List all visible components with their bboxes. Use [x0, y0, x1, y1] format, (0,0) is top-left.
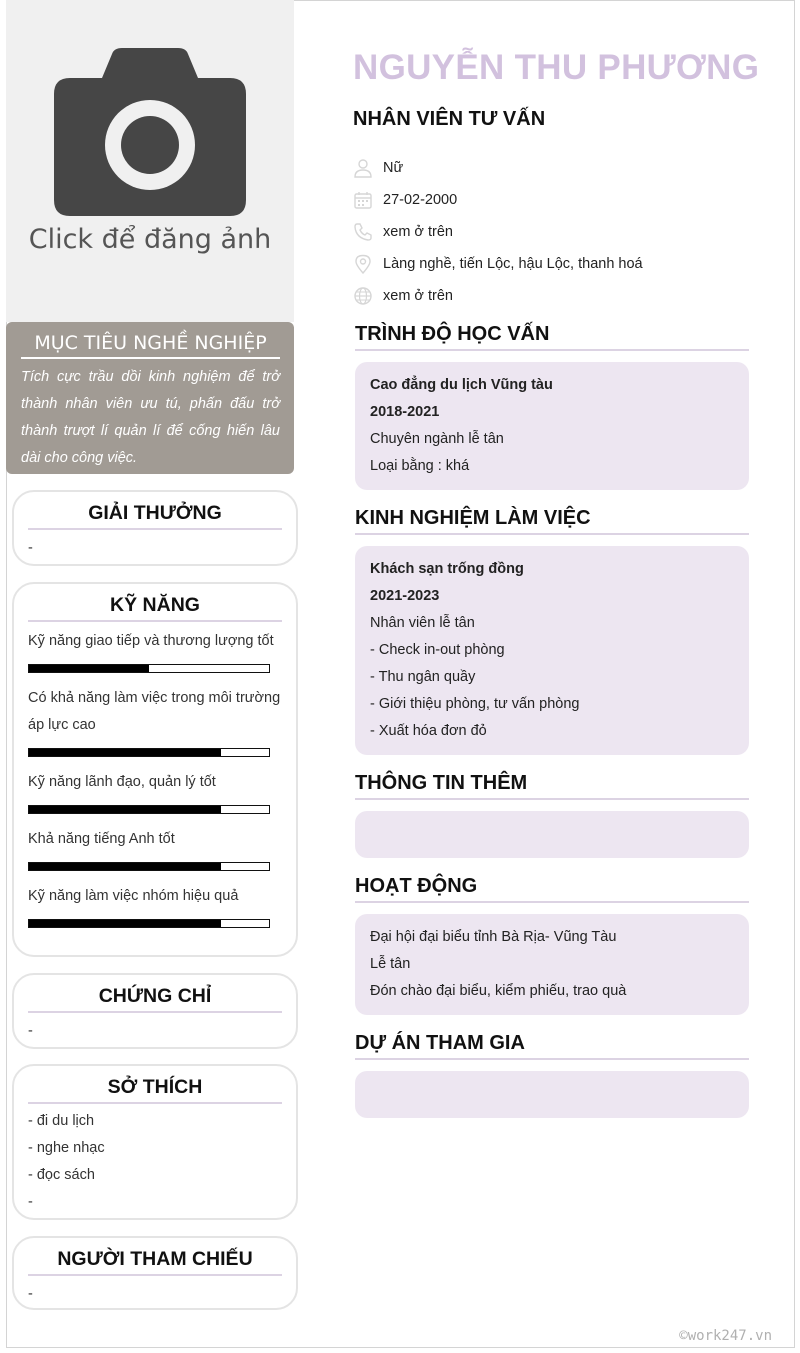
- hobbies-title: SỞ THÍCH: [28, 1076, 282, 1104]
- skill-bar-fill: [29, 806, 221, 813]
- experience-company: Khách sạn trống đồng: [370, 561, 524, 577]
- awards-title: GIẢI THƯỞNG: [28, 502, 282, 530]
- info-phone: [353, 221, 453, 243]
- birthday-text: 27-02-2000: [383, 192, 458, 208]
- certificates-title: CHỨNG CHỈ: [28, 985, 282, 1013]
- avatar-upload[interactable]: [6, 0, 294, 322]
- experience-line: - Xuất hóa đơn đỏ: [370, 723, 487, 739]
- camera-icon: [54, 48, 246, 216]
- skill-bar-fill: [29, 863, 221, 870]
- education-school: Cao đẳng du lịch Vũng tàu: [370, 377, 553, 393]
- education-title: TRÌNH ĐỘ HỌC VẤN: [355, 323, 749, 351]
- references-text: -: [28, 1286, 33, 1302]
- activity-line: Đại hội đại biểu tỉnh Bà Rịa- Vũng Tàu: [370, 929, 617, 945]
- website-text: xem ở trên: [383, 288, 453, 304]
- activities-box: [355, 914, 749, 1015]
- skill-label: Kỹ năng lãnh đạo, quản lý tốt: [28, 774, 216, 790]
- phone-icon: [353, 222, 373, 242]
- skill-bar: [28, 805, 270, 814]
- location-pin-icon: [353, 254, 373, 274]
- info-gender: [353, 157, 403, 179]
- hobby-item: - nghe nhạc: [28, 1140, 105, 1156]
- additional-info-title: THÔNG TIN THÊM: [355, 772, 749, 800]
- skill-bar: [28, 919, 270, 928]
- info-birthday: [353, 189, 457, 211]
- projects-title: DỰ ÁN THAM GIA: [355, 1032, 749, 1060]
- career-objective-text: Tích cực trầu dồi kinh nghiệm để trở thành nhân viên ưu tú, phấn đấu trở thành trượt lí quản lí để cống hiến lâu dài cho công việc.: [21, 369, 280, 466]
- education-line: Loại bằng : khá: [370, 458, 470, 474]
- calendar-icon: [353, 190, 373, 210]
- skill-label: Kỹ năng giao tiếp và thương lượng tốt: [28, 633, 274, 649]
- skill-bar-fill: [29, 665, 149, 672]
- address-text: Làng nghề, tiến Lộc, hậu Lộc, thanh hoá: [383, 256, 643, 272]
- skill-bar: [28, 664, 270, 673]
- footer-watermark: ©work247.vn: [679, 1328, 772, 1344]
- activities-title: HOẠT ĐỘNG: [355, 875, 749, 903]
- gender-text: Nữ: [383, 160, 404, 176]
- hobbies-section: [12, 1064, 298, 1220]
- certificates-section: [12, 973, 298, 1049]
- skill-bar-fill: [29, 920, 221, 927]
- hobby-item: - đọc sách: [28, 1167, 95, 1183]
- skill-bar-fill: [29, 749, 221, 756]
- candidate-position: NHÂN VIÊN TƯ VẤN: [353, 108, 546, 130]
- experience-period: 2021-2023: [370, 588, 440, 604]
- skill-bar: [28, 862, 270, 871]
- skill-label: Có khả năng làm việc trong môi trường áp lực cao: [28, 690, 281, 733]
- skill-bar: [28, 748, 270, 757]
- skills-title: KỸ NĂNG: [28, 594, 282, 622]
- activity-line: Đón chào đại biểu, kiểm phiếu, trao quà: [370, 983, 627, 999]
- experience-box: [355, 546, 749, 755]
- experience-line: - Giới thiệu phòng, tư vấn phòng: [370, 696, 580, 712]
- references-section: [12, 1236, 298, 1310]
- skills-list: [28, 628, 282, 928]
- education-period: 2018-2021: [370, 404, 440, 420]
- additional-info-box: [355, 811, 749, 858]
- skills-section: [12, 582, 298, 957]
- hobby-item: -: [28, 1194, 33, 1210]
- references-title: NGƯỜI THAM CHIẾU: [28, 1248, 282, 1276]
- phone-text: xem ở trên: [383, 224, 453, 240]
- awards-text: -: [28, 540, 33, 556]
- career-objective-section: [6, 322, 294, 474]
- activity-line: Lễ tân: [370, 956, 411, 972]
- awards-section: [12, 490, 298, 566]
- candidate-name: NGUYỄN THU PHƯƠNG: [353, 48, 760, 87]
- experience-line: Nhân viên lễ tân: [370, 615, 475, 631]
- certificates-text: -: [28, 1023, 33, 1039]
- user-icon: [353, 158, 373, 178]
- globe-icon: [353, 286, 373, 306]
- career-objective-title: MỤC TIÊU NGHỀ NGHIỆP: [21, 332, 280, 359]
- skill-label: Kỹ năng làm việc nhóm hiệu quả: [28, 888, 239, 904]
- info-address: [353, 253, 643, 275]
- experience-line: - Check in-out phòng: [370, 642, 505, 658]
- experience-line: - Thu ngân quầy: [370, 669, 476, 685]
- skill-label: Khả năng tiếng Anh tốt: [28, 831, 175, 847]
- info-website: [353, 285, 453, 307]
- education-line: Chuyên ngành lễ tân: [370, 431, 504, 447]
- hobby-item: - đi du lịch: [28, 1113, 95, 1129]
- education-box: [355, 362, 749, 490]
- avatar-upload-label: Click để đăng ảnh: [28, 224, 272, 255]
- projects-box: [355, 1071, 749, 1118]
- experience-title: KINH NGHIỆM LÀM VIỆC: [355, 507, 749, 535]
